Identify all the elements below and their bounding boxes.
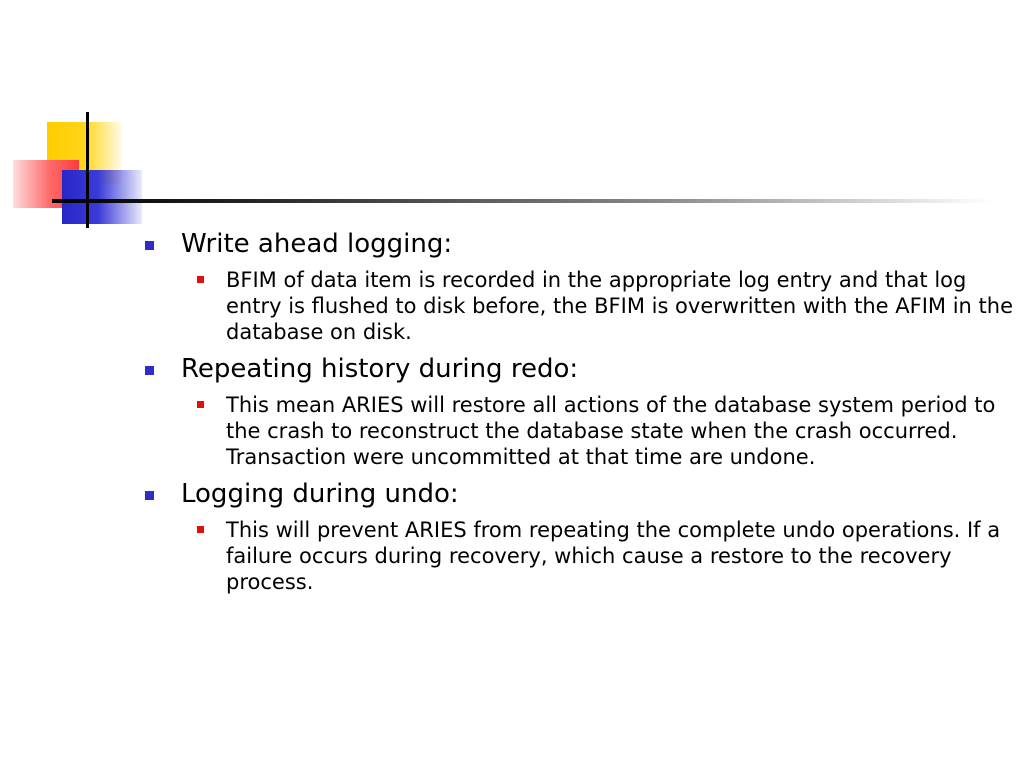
bullet-group-write-ahead-logging — [143, 228, 1013, 345]
bullet-item — [143, 228, 1013, 260]
red-square-bullet-icon — [197, 526, 204, 533]
sub-bullet-text: This will prevent ARIES from repeating the complete undo operations. If a failure occurs during recovery, which cause a restore to the recovery process. — [226, 518, 1001, 594]
sub-bullet-item — [181, 267, 1013, 345]
blue-square-bullet-icon — [145, 491, 154, 500]
sub-bullet-text: BFIM of data item is recorded in the appropriate log entry and that log entry is flushed to disk before, the BFIM is overwritten with the AFIM in the database on disk. — [226, 268, 1013, 344]
red-square-bullet-icon — [197, 276, 204, 283]
red-square-bullet-icon — [197, 401, 204, 408]
bullet-item — [143, 353, 1013, 385]
bullet-group-logging-during-undo — [143, 478, 1013, 595]
blue-square-bullet-icon — [145, 366, 154, 375]
sub-bullet-item — [181, 392, 1013, 470]
blue-square-bullet-icon — [145, 241, 154, 250]
bullet-group-repeating-history — [143, 353, 1013, 470]
sub-bullet-text: This mean ARIES will restore all actions of the database system period to the crash to reconstruct the database state when the crash occurred. Transaction were uncommitted at that time are undone. — [226, 393, 996, 469]
vertical-line-divider — [86, 112, 89, 228]
horizontal-title-rule — [52, 199, 992, 203]
bullet-list — [143, 228, 1013, 603]
bullet-item — [143, 478, 1013, 510]
bullet-label: Write ahead logging: — [181, 229, 453, 259]
bullet-label: Logging during undo: — [181, 479, 459, 509]
bullet-label: Repeating history during redo: — [181, 354, 579, 384]
sub-bullet-item — [181, 517, 1013, 595]
blue-square-icon — [62, 170, 142, 224]
colored-squares-logo-icon — [0, 0, 150, 240]
